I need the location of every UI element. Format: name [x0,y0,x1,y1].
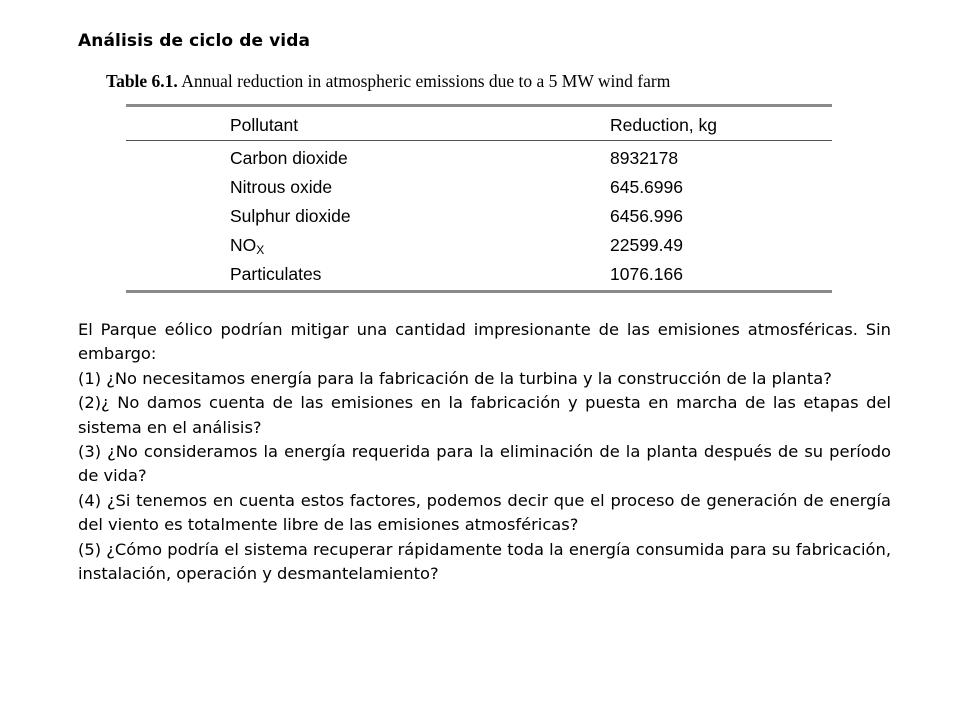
reduction-cell: 8932178 [610,148,679,168]
pollutant-name: NO [230,234,257,255]
reduction-cell: 22599.49 [610,235,683,255]
question-4: (4) ¿Si tenemos en cuenta estos factores, podemos decir que el proceso de generación de energía del viento es totalmente libre de las emisiones atmosféricas? [78,490,891,535]
table-row [126,260,832,289]
reduction-cell: 645.6996 [610,177,683,197]
question-3: (3) ¿No consideramos la energía requerida para la eliminación de la planta después de su período de vida? [78,442,891,486]
question-5: (5) ¿Cómo podría el sistema recuperar rápidamente toda la energía consumida para su fabricación, instalación, operación y desmantelamiento? [78,539,891,584]
table-row [126,173,832,202]
pollutant-cell: Carbon dioxide [230,148,348,168]
table-row [126,144,832,173]
column-header-pollutant: Pollutant [230,115,299,135]
table-row [126,231,832,260]
question-2: (2)¿ No damos cuenta de las emisiones en la fabricación y puesta en marcha de las etapas del sistema en el análisis? [78,393,891,437]
pollutant-cell: Sulphur dioxide [230,206,351,226]
pollutant-cell [230,235,610,257]
pollutant-cell: Particulates [230,264,322,284]
column-header-reduction: Reduction, kg [610,115,718,135]
reduction-cell: 6456.996 [610,206,683,226]
table-row [126,202,832,231]
body-text [78,318,891,586]
paragraph-intro: El Parque eólico podrían mitigar una cantidad impresionante de las emisiones atmosféricas. Sin embargo: [78,320,891,364]
table-header-row [126,107,832,141]
pollutant-cell: Nitrous oxide [230,177,333,197]
table-caption [106,71,670,92]
table-caption-label: Table 6.1. [106,71,178,91]
table-caption-text: Annual reduction in atmospheric emissions due to a 5 MW wind farm [181,71,671,91]
pollutant-subscript: X [256,242,265,257]
question-1: (1) ¿No necesitamos energía para la fabricación de la turbina y la construcción de la planta? [78,368,832,388]
reduction-cell: 1076.166 [610,264,683,284]
emissions-table [126,104,832,293]
page-heading: Análisis de ciclo de vida [78,31,311,51]
